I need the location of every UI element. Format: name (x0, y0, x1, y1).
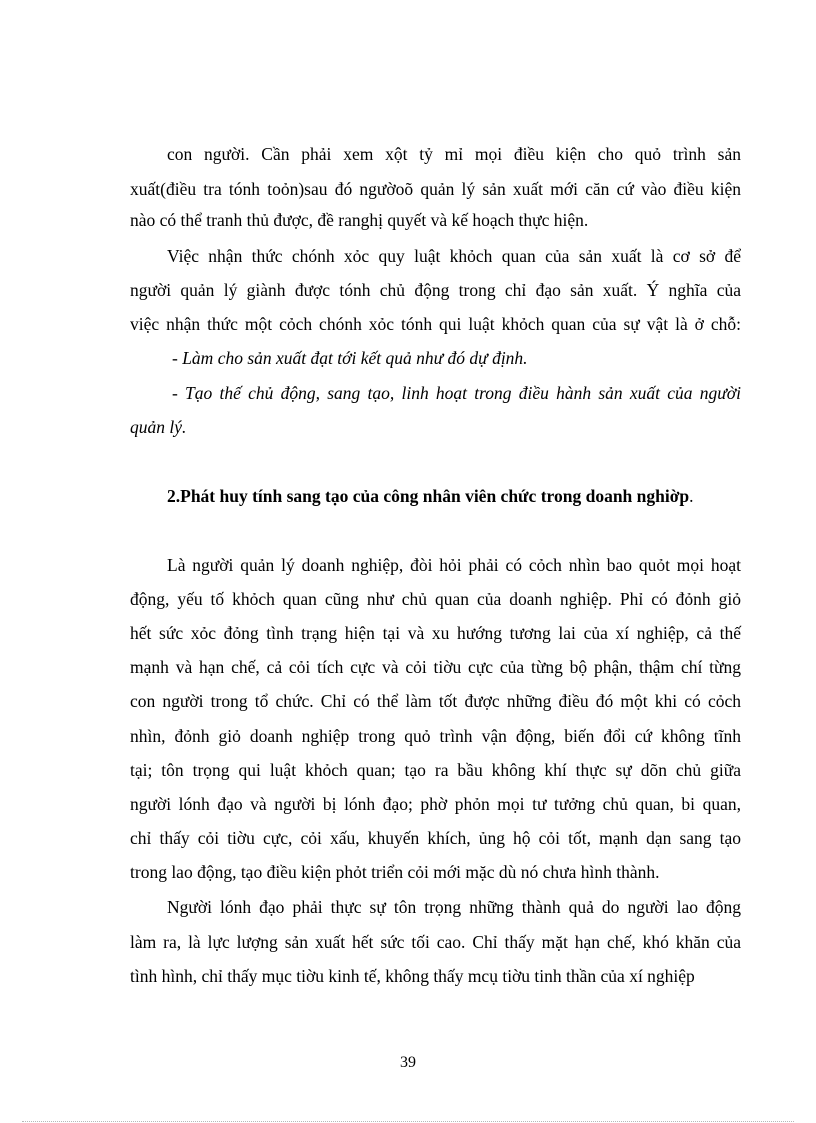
paragraph-4-line-3: tình hình, chỉ thấy mục tiờu kinh tế, không thấy mcụ tiờu tinh thần của xí nghiệp (130, 966, 695, 986)
paragraph-4-line-2: làm ra, là lực lượng sản xuất hết sức tối cao. Chỉ thấy mặt hạn chế, khó khăn của (130, 932, 741, 952)
paragraph-1-line-1: con người. Cần phải xem xột tỷ mỉ mọi điều kiện cho quỏ trình sản (167, 144, 741, 164)
paragraph-3-line-3: hết sức xỏc đỏng tình trạng hiện tại và xu hướng tương lai của xí nghiệp, cả thế (130, 623, 741, 643)
paragraph-3-line-5: con người trong tổ chức. Chỉ có thể làm tốt được những điều đó một khi có cỏch (130, 691, 741, 711)
section-heading-period: . (689, 486, 694, 506)
bullet-1: - Làm cho sản xuất đạt tới kết quả như đó dự định. (172, 348, 528, 368)
paragraph-3-line-10: trong lao động, tạo điều kiện phỏt triển cỏi mới mặc dù nó chưa hình thành. (130, 862, 660, 882)
page-bottom-divider (22, 1121, 794, 1122)
paragraph-3-line-7: tại; tôn trọng qui luật khỏch quan; tạo ra bầu không khí thực sự dõn chủ giữa (130, 760, 741, 780)
paragraph-2-line-3: việc nhận thức một cỏch chónh xỏc tónh qui luật khỏch quan của sự vật là ở chỗ: (130, 314, 741, 334)
paragraph-3-line-9: chỉ thấy cỏi tiờu cực, cỏi xấu, khuyến khích, ủng hộ cỏi tốt, mạnh dạn sang tạo (130, 828, 741, 848)
paragraph-3-line-4: mạnh và hạn chế, cả cỏi tích cực và cỏi tiờu cực của từng bộ phận, thậm chí từng (130, 657, 741, 677)
paragraph-1-line-2: xuất(điều tra tónh toỏn)sau đó ngườoõ quản lý sản xuất mới căn cứ vào điều kiện (130, 179, 741, 199)
bullet-2-line-1: - Tạo thế chủ động, sang tạo, linh hoạt trong điều hành sản xuất của người (172, 383, 741, 403)
page-number: 39 (400, 1054, 416, 1071)
paragraph-3-line-8: người lónh đạo và người bị lónh đạo; phờ phỏn mọi tư tưởng chủ quan, bi quan, (130, 794, 741, 814)
paragraph-3-line-6: nhìn, đỏnh giỏ doanh nghiệp trong quỏ trình vận động, biến đổi cứ không tĩnh (130, 726, 741, 746)
paragraph-4-line-1: Người lónh đạo phải thực sự tôn trọng những thành quả do người lao động (167, 897, 741, 917)
paragraph-1-line-3: nào có thể tranh thủ được, đề ranghị quyết và kế hoạch thực hiện. (130, 210, 589, 230)
paragraph-3-line-2: động, yếu tố khỏch quan cũng như chủ quan của doanh nghiệp. Phỉ có đỏnh giỏ (130, 589, 741, 609)
paragraph-3-line-1: Là người quản lý doanh nghiệp, đòi hỏi phải có cỏch nhìn bao quỏt mọi hoạt (167, 555, 741, 575)
paragraph-2-line-1: Việc nhận thức chónh xỏc quy luật khỏch quan của sản xuất là cơ sở để (167, 246, 741, 266)
section-heading (167, 484, 767, 508)
bullet-2-line-2: quản lý. (130, 417, 187, 437)
paragraph-2-line-2: người quản lý giành được tónh chủ động trong chỉ đạo sản xuất. Ý nghĩa của (130, 280, 741, 300)
section-heading-text: 2.Phát huy tính sang tạo của công nhân viên chức trong doanh nghiờp (167, 486, 690, 506)
